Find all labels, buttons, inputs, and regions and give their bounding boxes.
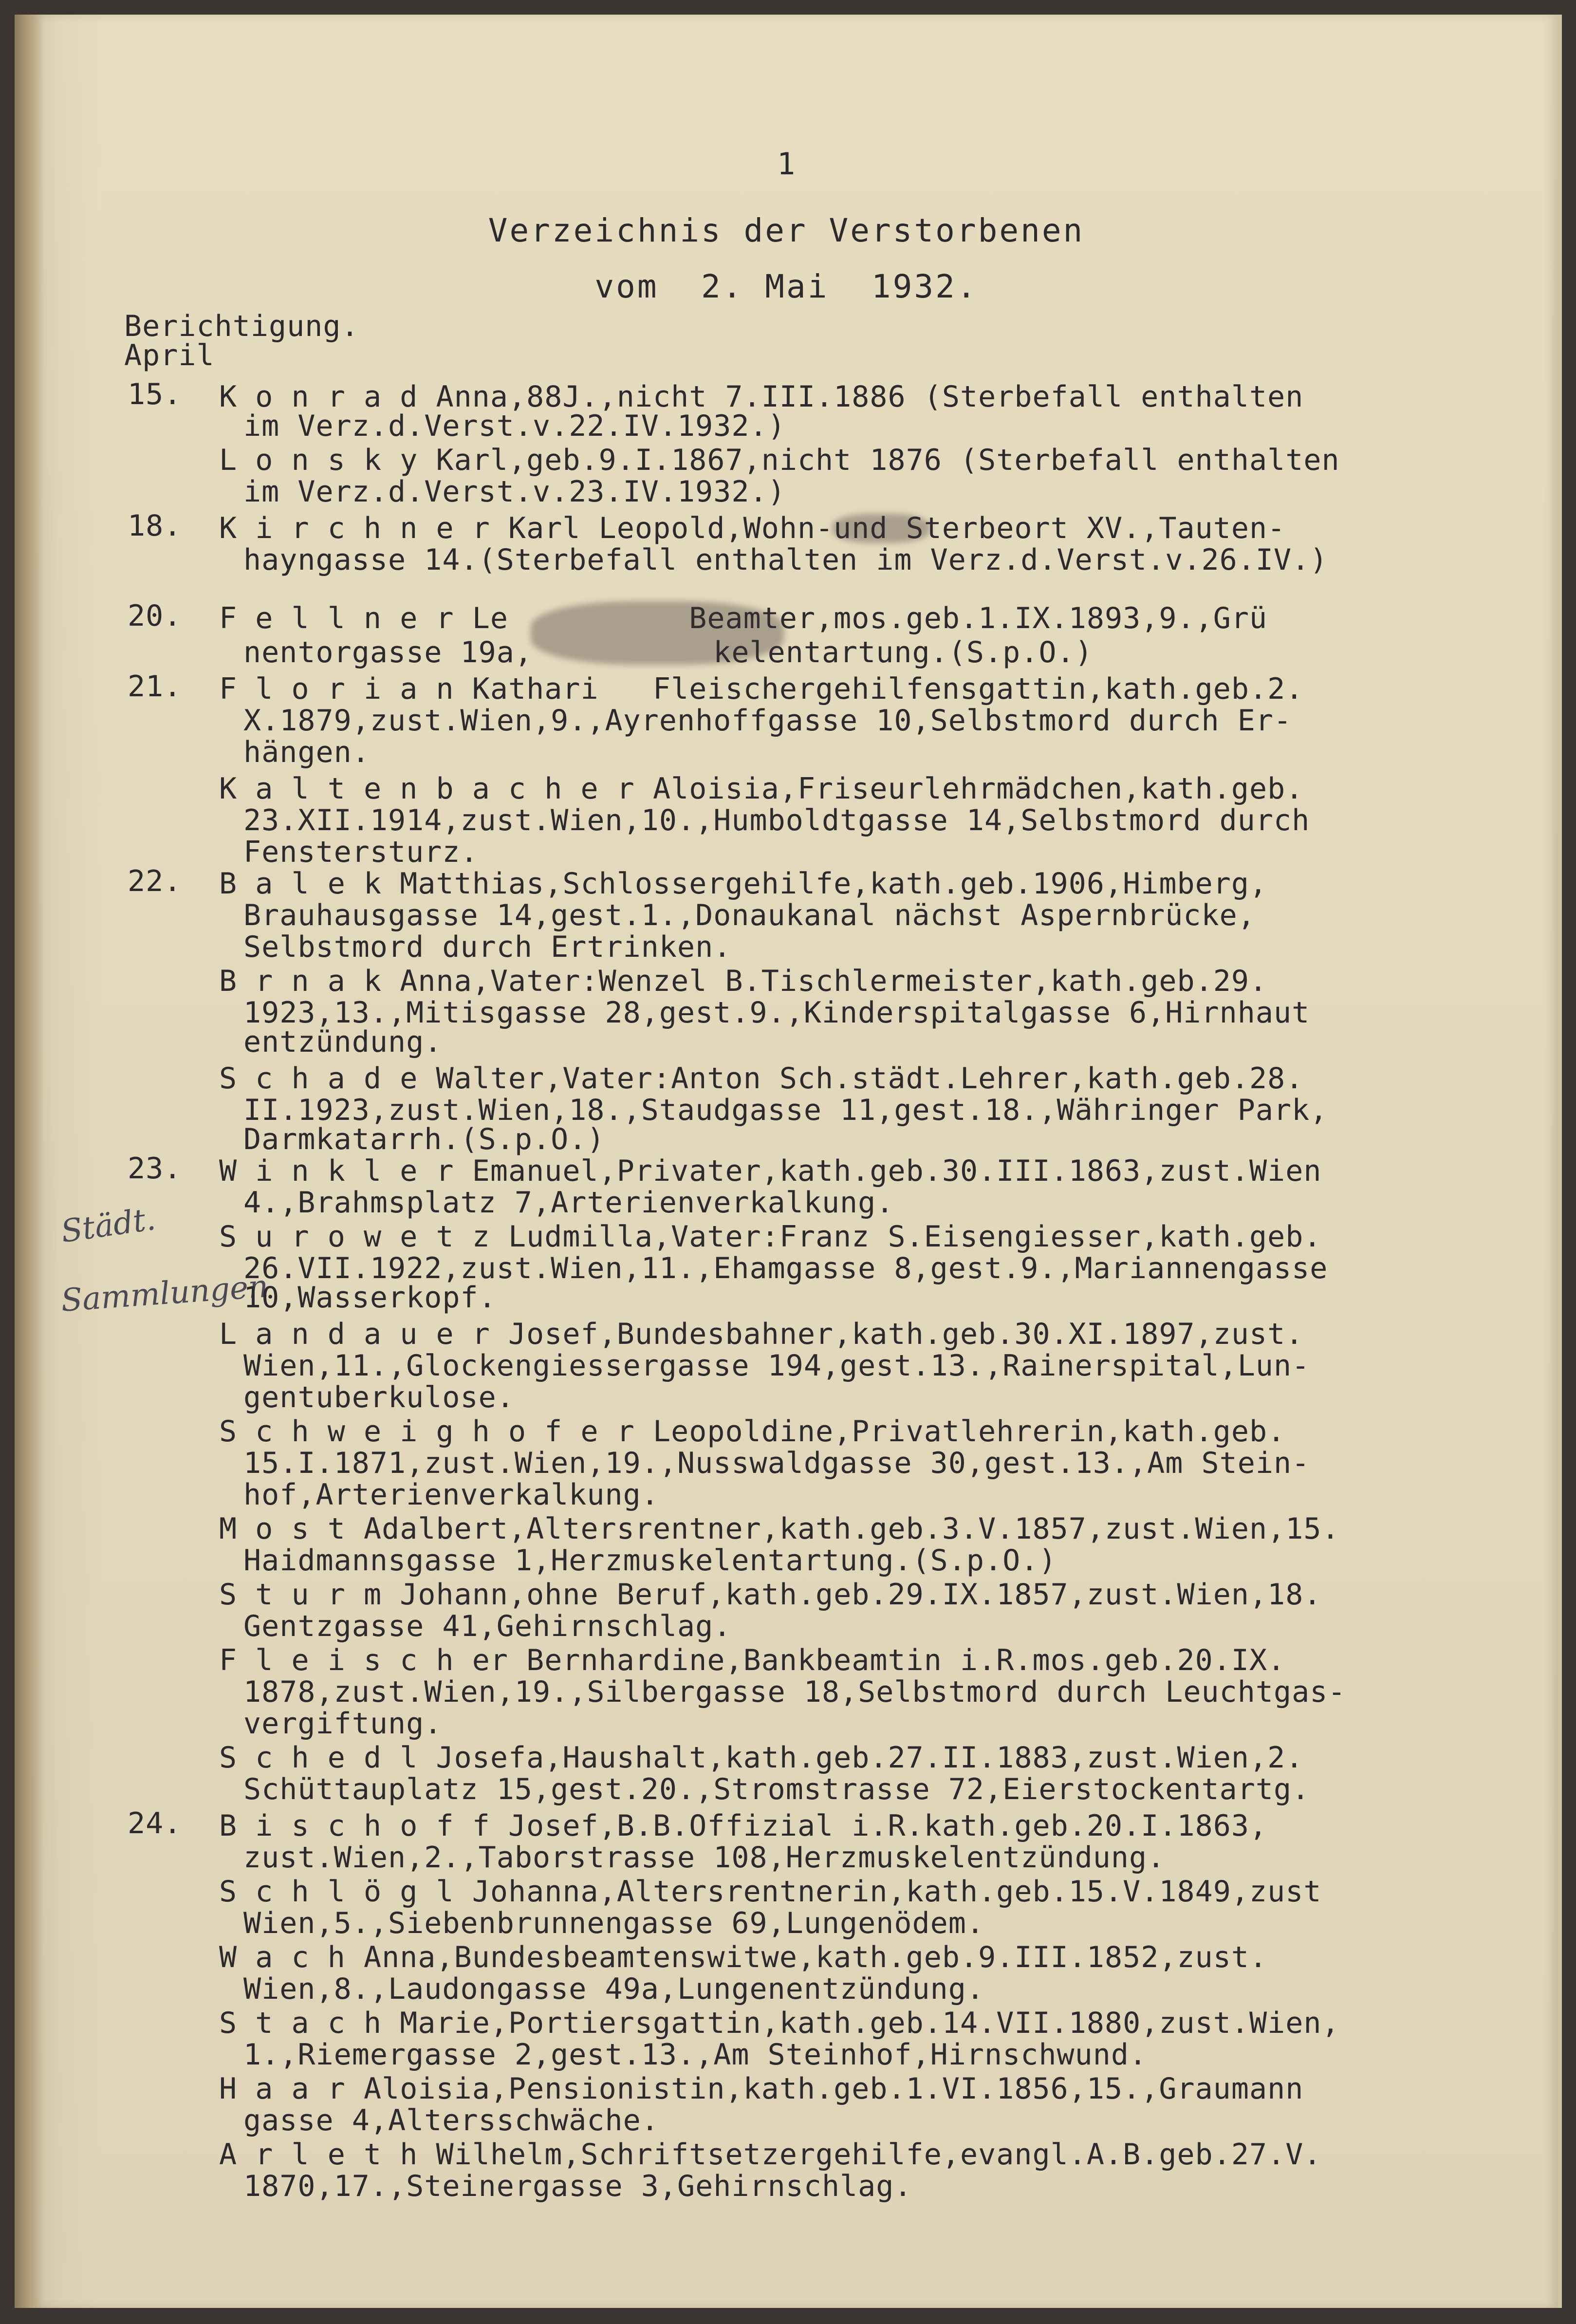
register-line: B i s c h o f f Josef,B.B.Offizial i.R.kath.geb.20.I.1863, xyxy=(219,1809,1268,1843)
register-line: hayngasse 14.(Sterbefall enthalten im Verz.d.Verst.v.26.IV.) xyxy=(243,543,1328,577)
register-line: 26.VII.1922,zust.Wien,11.,Ehamgasse 8,gest.9.,Mariannengasse xyxy=(243,1251,1328,1285)
register-line: B a l e k Matthias,Schlossergehilfe,kath.geb.1906,Himberg, xyxy=(219,867,1268,901)
document-title: Verzeichnis der Verstorbenen xyxy=(488,212,1085,249)
register-line: S c h w e i g h o f e r Leopoldine,Privatlehrerin,kath.geb. xyxy=(219,1414,1286,1449)
register-line: 1870,17.,Steinergasse 3,Gehirnschlag. xyxy=(243,2169,912,2203)
entry-date: 18. xyxy=(128,509,182,543)
entry-date: 15. xyxy=(128,377,182,411)
register-line: A r l e t h Wilhelm,Schriftsetzergehilfe,evangl.A.B.geb.27.V. xyxy=(219,2138,1322,2172)
register-line: Schüttauplatz 15,gest.20.,Stromstrasse 72,Eierstockentartg. xyxy=(243,1772,1310,1806)
register-line: F l o r i a n Kathari Fleischergehilfensgattin,kath.geb.2. xyxy=(219,672,1304,706)
register-line: H a a r Aloisia,Pensionistin,kath.geb.1.VI.1856,15.,Graumann xyxy=(219,2072,1304,2106)
register-line: 10,Wasserkopf. xyxy=(243,1281,497,1315)
register-line: gasse 4,Altersschwäche. xyxy=(243,2103,659,2138)
entry-date: 23. xyxy=(128,1152,182,1186)
register-line: Darmkatarrh.(S.p.O.) xyxy=(243,1122,605,1156)
month-label: April xyxy=(124,338,215,372)
register-line: hängen. xyxy=(243,735,370,769)
register-line: im Verz.d.Verst.v.23.IV.1932.) xyxy=(243,475,786,509)
register-line: Haidmannsgasse 1,Herzmuskelentartung.(S.p.O.) xyxy=(243,1543,1057,1578)
register-line: Wien,8.,Laudongasse 49a,Lungenentzündung. xyxy=(243,1972,985,2006)
register-line: W a c h Anna,Bundesbeamtenswitwe,kath.geb.9.III.1852,zust. xyxy=(219,1940,1268,1974)
ink-smudge xyxy=(531,601,784,665)
register-line: Wien,11.,Glockengiessergasse 194,gest.13.,Rainerspital,Lun- xyxy=(243,1349,1310,1383)
entry-date: 20. xyxy=(128,599,182,633)
register-line: K o n r a d Anna,88J.,nicht 7.III.1886 (Sterbefall enthalten xyxy=(219,380,1304,414)
register-line: W i n k l e r Emanuel,Privater,kath.geb.30.III.1863,zust.Wien xyxy=(219,1154,1322,1188)
ink-smudge xyxy=(833,514,930,543)
register-line: 15.I.1871,zust.Wien,19.,Nusswaldgasse 30,gest.13.,Am Stein- xyxy=(243,1446,1310,1480)
register-line: Selbstmord durch Ertrinken. xyxy=(243,930,732,964)
register-line: gentuberkulose. xyxy=(243,1380,515,1414)
document-date: vom 2. Mai 1932. xyxy=(594,268,978,305)
page-binding-shadow xyxy=(15,15,44,2308)
register-line: 1878,zust.Wien,19.,Silbergasse 18,Selbstmord durch Leuchtgas- xyxy=(243,1675,1346,1709)
register-line: 1923,13.,Mitisgasse 28,gest.9.,Kinderspitalgasse 6,Hirnhaut xyxy=(243,996,1310,1030)
section-heading: Berichtigung. xyxy=(124,309,359,343)
register-line: K i r c h n e r Karl Leopold,Wohn-und Sterbeort XV.,Tauten- xyxy=(219,511,1286,545)
register-line: M o s t Adalbert,Altersrentner,kath.geb.3.V.1857,zust.Wien,15. xyxy=(219,1512,1340,1546)
register-line: hof,Arterienverkalkung. xyxy=(243,1478,659,1512)
register-line: S c h l ö g l Johanna,Altersrentnerin,kath.geb.15.V.1849,zust xyxy=(219,1875,1322,1909)
register-line: L a n d a u e r Josef,Bundesbahner,kath.geb.30.XI.1897,zust. xyxy=(219,1317,1304,1351)
register-line: S c h e d l Josefa,Haushalt,kath.geb.27.II.1883,zust.Wien,2. xyxy=(219,1741,1304,1775)
register-line: zust.Wien,2.,Taborstrasse 108,Herzmuskelentzündung. xyxy=(243,1841,1166,1875)
register-line: entzündung. xyxy=(243,1025,443,1059)
register-line: X.1879,zust.Wien,9.,Ayrenhoffgasse 10,Selbstmord durch Er- xyxy=(243,704,1292,738)
register-line: 4.,Brahmsplatz 7,Arterienverkalkung. xyxy=(243,1186,894,1220)
register-line: 1.,Riemergasse 2,gest.13.,Am Steinhof,Hirnschwund. xyxy=(243,2038,1148,2072)
handwritten-margin-note: Sammlungen xyxy=(59,1268,270,1319)
register-line: F e l l n e r Le Beamter,mos.geb.1.IX.1893,9.,Grü xyxy=(219,601,1268,635)
register-line: K a l t e n b a c h e r Aloisia,Friseurlehrmädchen,kath.geb. xyxy=(219,772,1304,806)
register-line: S u r o w e t z Ludmilla,Vater:Franz S.Eisengiesser,kath.geb. xyxy=(219,1220,1322,1254)
document-page xyxy=(15,15,1562,2308)
register-line: II.1923,zust.Wien,18.,Staudgasse 11,gest.18.,Währinger Park, xyxy=(243,1093,1328,1127)
register-line: Gentzgasse 41,Gehirnschlag. xyxy=(243,1609,732,1643)
register-line: vergiftung. xyxy=(243,1707,443,1741)
register-line: S c h a d e Walter,Vater:Anton Sch.städt.Lehrer,kath.geb.28. xyxy=(219,1061,1304,1096)
register-line: S t u r m Johann,ohne Beruf,kath.geb.29.IX.1857,zust.Wien,18. xyxy=(219,1578,1322,1612)
register-line: im Verz.d.Verst.v.22.IV.1932.) xyxy=(243,409,786,443)
entry-date: 21. xyxy=(128,669,182,704)
register-line: B r n a k Anna,Vater:Wenzel B.Tischlermeister,kath.geb.29. xyxy=(219,964,1268,998)
register-line: L o n s k y Karl,geb.9.I.1867,nicht 1876 (Sterbefall enthalten xyxy=(219,443,1340,477)
handwritten-margin-note: Städt. xyxy=(58,1201,158,1250)
entry-date: 24. xyxy=(128,1806,182,1841)
register-line: 23.XII.1914,zust.Wien,10.,Humboldtgasse 14,Selbstmord durch xyxy=(243,803,1310,837)
register-line: Fenstersturz. xyxy=(243,835,479,869)
entry-date: 22. xyxy=(128,864,182,898)
register-line: nentorgasse 19a, kelentartung.(S.p.O.) xyxy=(243,635,1093,669)
register-line: F l e i s c h er Bernhardine,Bankbeamtin i.R.mos.geb.20.IX. xyxy=(219,1643,1286,1677)
register-line: S t a c h Marie,Portiersgattin,kath.geb.14.VII.1880,zust.Wien, xyxy=(219,2006,1340,2040)
register-line: Brauhausgasse 14,gest.1.,Donaukanal nächst Aspernbrücke, xyxy=(243,898,1256,932)
page-number: 1 xyxy=(777,146,796,182)
register-line: Wien,5.,Siebenbrunnengasse 69,Lungenödem. xyxy=(243,1906,985,1940)
